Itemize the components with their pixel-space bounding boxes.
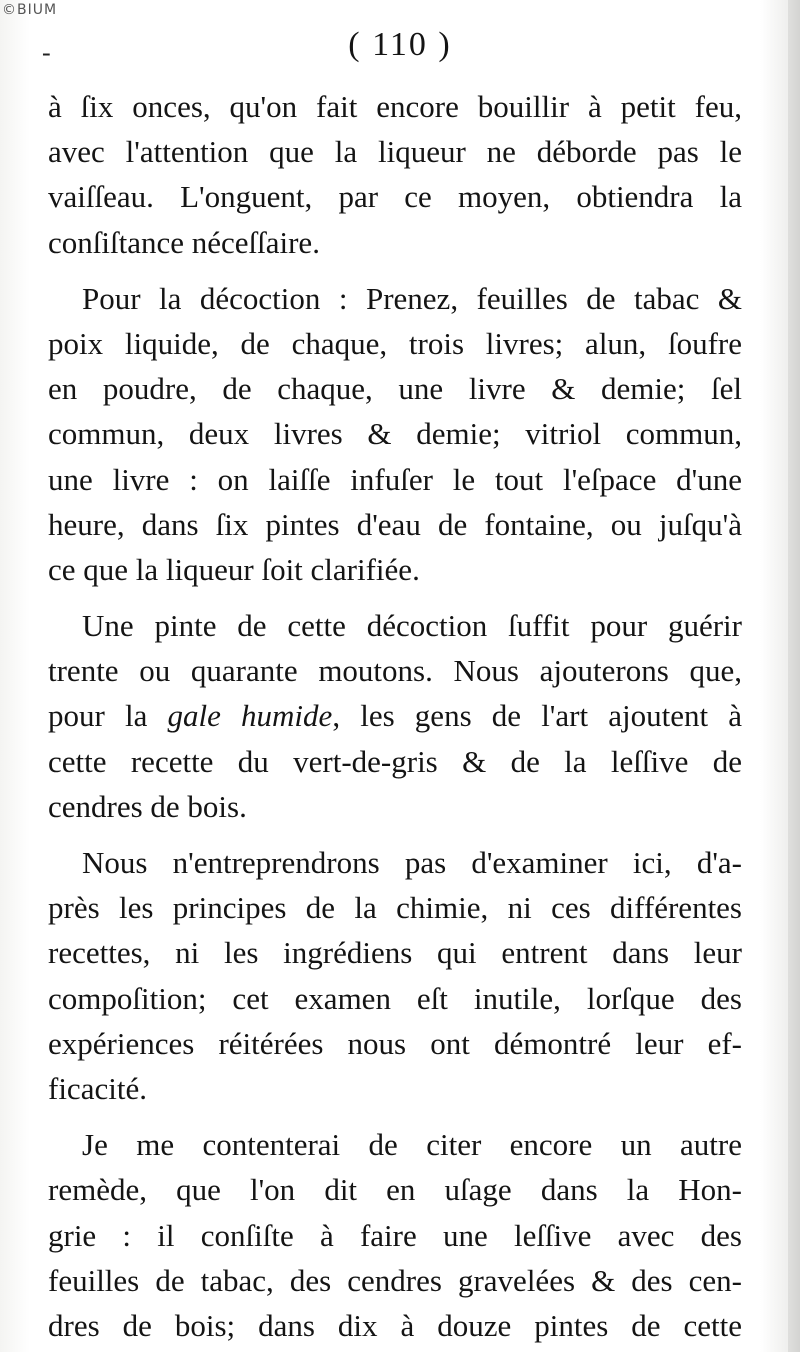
page-number: ( 110 ) xyxy=(348,26,452,63)
text-line: à ſix onces, qu'on fait encore bouillir à petit feu, xyxy=(48,89,742,124)
text-line: poix liquide, de chaque, trois livres; alun, ſoufre xyxy=(48,325,742,361)
text-line: cendres de bois. xyxy=(48,788,247,824)
paragraph xyxy=(48,1122,742,1348)
text-line: expériences réitérées nous ont démontré leur ef- xyxy=(48,1025,742,1061)
text-line: Pour la décoction : Prenez, feuilles de tabac & xyxy=(82,280,742,316)
italic-phrase: gale humide xyxy=(167,698,333,734)
text-line: en poudre, de chaque, une livre & demie; ſel xyxy=(48,371,742,407)
text-line: ce que la liqueur ſoit clarifiée. xyxy=(48,551,420,587)
text-line: vaiſſeau. L'onguent, par ce moyen, obtiendra la xyxy=(48,179,742,215)
text-line: Une pinte de cette décoction ſuffit pour guérir xyxy=(82,608,742,644)
text-line: près les principes de la chimie, ni ces différentes xyxy=(48,890,742,926)
paragraph xyxy=(48,840,742,1111)
paragraph xyxy=(48,276,742,592)
text-line: recettes, ni les ingrédiens qui entrent dans leur xyxy=(48,935,742,971)
body-text xyxy=(48,84,742,1348)
watermark: ©BIUM xyxy=(2,2,58,18)
text-line: cette recette du vert-de-gris & de la leſſive de xyxy=(48,743,742,779)
page-edge-shadow xyxy=(788,0,800,1352)
paragraph xyxy=(48,603,742,829)
text-line: heure, dans ſix pintes d'eau de fontaine, ou juſqu'à xyxy=(48,506,742,542)
text-line: trente ou quarante moutons. Nous ajouterons que, xyxy=(48,653,742,689)
text-line: pour la gale humide, les gens de l'art ajoutent à xyxy=(48,698,743,734)
text-line: Nous n'entreprendrons pas d'examiner ici, d'a- xyxy=(82,845,742,880)
paragraph xyxy=(48,84,742,265)
text-line: grie : il conſiſte à faire une leſſive avec des xyxy=(48,1217,742,1253)
text-line: ficacité. xyxy=(48,1070,147,1106)
text-line: remède, que l'on dit en uſage dans la Hon- xyxy=(48,1172,742,1208)
text-line: compoſition; cet examen eſt inutile, lorſque des xyxy=(48,980,742,1016)
text-line: conſiſtance néceſſaire. xyxy=(48,224,320,260)
text-line: feuilles de tabac, des cendres gravelées & des cen- xyxy=(48,1262,742,1298)
text-line: commun, deux livres & demie; vitriol commun, xyxy=(48,416,742,452)
text-line: dres de bois; dans dix à douze pintes de cette xyxy=(48,1307,742,1343)
text-line: avec l'attention que la liqueur ne déborde pas le xyxy=(48,134,742,170)
header-dash: - xyxy=(42,38,51,67)
text-line: une livre : on laiſſe infuſer le tout l'eſpace d'une xyxy=(48,461,742,497)
text-line: Je me contenterai de citer encore un autre xyxy=(82,1127,742,1163)
